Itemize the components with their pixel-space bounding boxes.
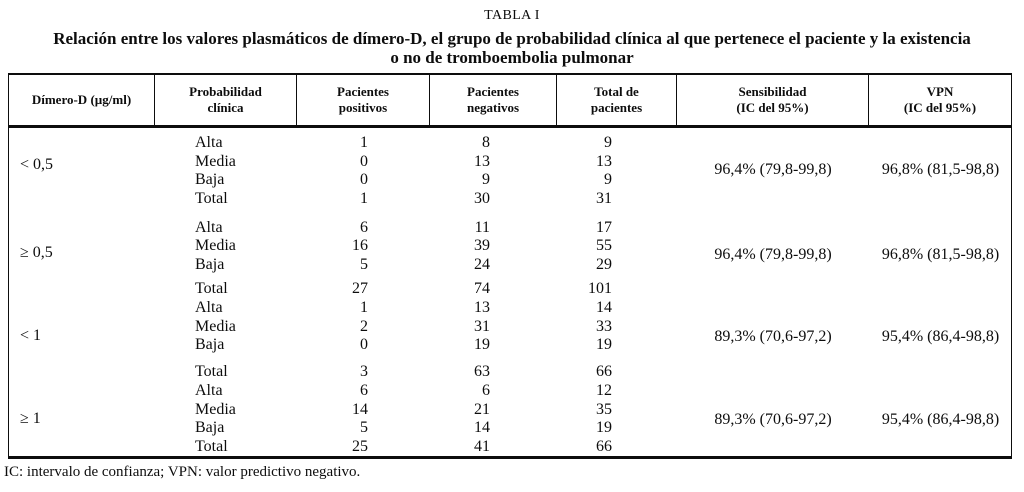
cell-vpn: 96,8% (81,5-98,8) [881, 246, 1000, 263]
table-header-row [9, 75, 1011, 128]
table-row [9, 363, 1011, 381]
table-row [9, 299, 1011, 317]
cell-pacientes-positivos: 1 [360, 134, 368, 151]
table-row [9, 401, 1011, 419]
table-body [9, 128, 1011, 456]
cell-pacientes-positivos: 0 [360, 171, 368, 188]
cell-total-pacientes: 55 [596, 237, 612, 254]
cell-pacientes-positivos: 16 [352, 237, 368, 254]
cell-pacientes-positivos: 27 [352, 280, 368, 297]
cell-pacientes-positivos: 1 [360, 190, 368, 207]
header-line: Sensibilidad [738, 84, 807, 99]
cell-pacientes-positivos: 25 [352, 438, 368, 455]
cell-sensibilidad: 89,3% (70,6-97,2) [714, 328, 832, 345]
cell-vpn: 95,4% (86,4-98,8) [881, 328, 1000, 345]
header-line: pacientes [590, 100, 643, 115]
header-line: clínica [207, 100, 244, 115]
header-line: Pacientes [467, 84, 519, 99]
cell-pacientes-negativos: 74 [474, 280, 490, 297]
header-line: Total de [594, 84, 639, 99]
group-label-dimero-d: < 0,5 [20, 156, 54, 173]
cell-total-pacientes: 19 [596, 336, 612, 353]
group-label-dimero-d: < 1 [20, 327, 42, 344]
cell-probabilidad: Alta [195, 299, 223, 316]
cell-probabilidad: Baja [195, 336, 225, 353]
table-row [9, 318, 1011, 336]
table-row [9, 171, 1011, 189]
cell-pacientes-positivos: 3 [360, 363, 368, 380]
cell-probabilidad: Media [195, 153, 236, 170]
cell-probabilidad: Alta [195, 382, 223, 399]
table-row [9, 280, 1011, 298]
column-header-pacientes-negativos [430, 75, 557, 125]
data-table [8, 73, 1012, 459]
cell-pacientes-positivos: 2 [360, 318, 368, 335]
cell-probabilidad: Media [195, 401, 236, 418]
table-row [9, 438, 1011, 456]
cell-pacientes-positivos: 1 [360, 299, 368, 316]
cell-pacientes-negativos: 30 [474, 190, 490, 207]
cell-total-pacientes: 31 [596, 190, 612, 207]
cell-probabilidad: Total [195, 438, 228, 455]
table-number: TABLA I [484, 8, 540, 23]
cell-pacientes-negativos: 24 [474, 256, 490, 273]
cell-pacientes-positivos: 5 [360, 256, 368, 273]
table-title-line2: o no de tromboembolia pulmonar [390, 48, 634, 67]
column-header-sensibilidad [677, 75, 869, 125]
cell-pacientes-positivos: 0 [360, 336, 368, 353]
cell-pacientes-negativos: 39 [474, 237, 490, 254]
header-line: Dímero-D (µg/ml) [31, 92, 132, 107]
cell-total-pacientes: 13 [596, 153, 612, 170]
cell-probabilidad: Baja [195, 256, 225, 273]
header-line: VPN [926, 84, 954, 99]
column-header-dimero-d [9, 75, 155, 125]
table-title-line1: Relación entre los valores plasmáticos de dímero-D, el grupo de probabilidad clínica al que pertenece el paciente y la existencia [53, 29, 971, 48]
cell-pacientes-positivos: 14 [352, 401, 368, 418]
header-line: (IC del 95%) [903, 100, 977, 115]
column-header-probabilidad-clinica [155, 75, 297, 125]
column-header-vpn [869, 75, 1011, 125]
column-header-total-pacientes [557, 75, 677, 125]
cell-probabilidad: Media [195, 237, 236, 254]
cell-total-pacientes: 33 [596, 318, 612, 335]
cell-pacientes-negativos: 19 [474, 336, 490, 353]
table-row [9, 219, 1011, 237]
table-row [9, 256, 1011, 274]
column-header-pacientes-positivos [297, 75, 430, 125]
cell-sensibilidad: 89,3% (70,6-97,2) [714, 411, 832, 428]
cell-total-pacientes: 14 [596, 299, 612, 316]
cell-total-pacientes: 66 [596, 438, 612, 455]
header-line: (IC del 95%) [736, 100, 809, 115]
cell-total-pacientes: 9 [604, 171, 612, 188]
cell-probabilidad: Alta [195, 134, 223, 151]
table-row [9, 190, 1011, 208]
cell-pacientes-positivos: 0 [360, 153, 368, 170]
table-row [9, 336, 1011, 354]
cell-probabilidad: Alta [195, 219, 223, 236]
cell-probabilidad: Total [195, 363, 228, 380]
cell-total-pacientes: 101 [588, 280, 612, 297]
cell-vpn: 95,4% (86,4-98,8) [881, 411, 1000, 428]
cell-pacientes-negativos: 8 [482, 134, 490, 151]
cell-pacientes-positivos: 6 [360, 382, 368, 399]
cell-total-pacientes: 12 [596, 382, 612, 399]
table-row [9, 153, 1011, 171]
header-line: negativos [467, 100, 519, 115]
cell-pacientes-negativos: 63 [474, 363, 490, 380]
header-line: positivos [338, 100, 388, 115]
cell-probabilidad: Media [195, 318, 236, 335]
cell-pacientes-negativos: 9 [482, 171, 490, 188]
cell-probabilidad: Baja [195, 419, 225, 436]
table-footnote: IC: intervalo de confianza; VPN: valor predictivo negativo. [4, 464, 361, 480]
table-row [9, 419, 1011, 437]
cell-total-pacientes: 17 [596, 219, 612, 236]
cell-pacientes-positivos: 5 [360, 419, 368, 436]
group-label-dimero-d: ≥ 1 [20, 410, 41, 427]
cell-sensibilidad: 96,4% (79,8-99,8) [714, 246, 832, 263]
cell-pacientes-negativos: 14 [474, 419, 490, 436]
cell-pacientes-positivos: 6 [360, 219, 368, 236]
cell-probabilidad: Total [195, 190, 228, 207]
cell-probabilidad: Total [195, 280, 228, 297]
header-line: Pacientes [337, 84, 389, 99]
cell-pacientes-negativos: 13 [474, 153, 490, 170]
cell-probabilidad: Baja [195, 171, 225, 188]
cell-pacientes-negativos: 13 [474, 299, 490, 316]
cell-pacientes-negativos: 21 [474, 401, 490, 418]
cell-total-pacientes: 19 [596, 419, 612, 436]
cell-pacientes-negativos: 6 [482, 382, 490, 399]
cell-total-pacientes: 35 [596, 401, 612, 418]
table-row [9, 237, 1011, 255]
group-label-dimero-d: ≥ 0,5 [20, 244, 53, 261]
cell-vpn: 96,8% (81,5-98,8) [881, 161, 1000, 178]
cell-pacientes-negativos: 11 [474, 219, 490, 236]
table-row [9, 382, 1011, 400]
cell-pacientes-negativos: 31 [474, 318, 490, 335]
header-line: Probabilidad [189, 84, 262, 99]
cell-total-pacientes: 9 [604, 134, 612, 151]
cell-sensibilidad: 96,4% (79,8-99,8) [714, 161, 832, 178]
table-row [9, 134, 1011, 152]
cell-total-pacientes: 66 [596, 363, 612, 380]
cell-pacientes-negativos: 41 [474, 438, 490, 455]
cell-total-pacientes: 29 [596, 256, 612, 273]
